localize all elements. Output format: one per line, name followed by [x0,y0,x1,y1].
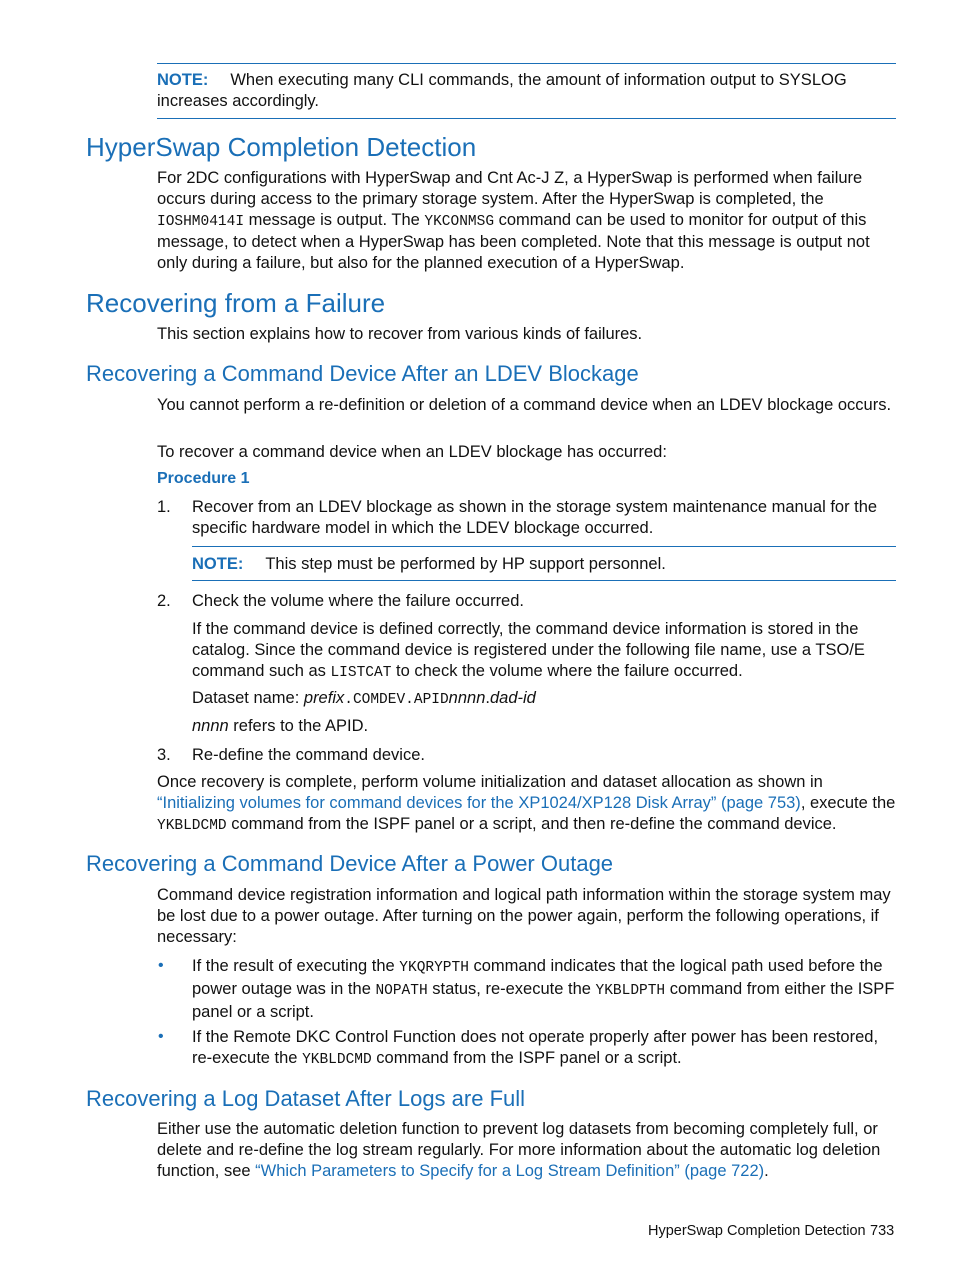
text-run: If the command device is defined correctly, the command device information is stored in the catalog. Since the command device is registered under the following file name, use a TSO/E command such as [192,620,865,680]
footer-running-title: HyperSwap Completion Detection [648,1223,866,1239]
code-ykbldcmd-2: YKBLDCMD [302,1051,372,1068]
dataset-prefix: prefix [303,689,345,707]
link-initializing-volumes[interactable]: “Initializing volumes for command devices for the XP1024/XP128 Disk Array” (page 753) [157,793,801,812]
heading-ldev-blockage: Recovering a Command Device After an LDEV Blockage [86,361,639,386]
text-run: command indicates that the logical path used before the power outage was in the [192,957,883,998]
code-ykbldpth: YKBLDPTH [595,982,666,999]
ldev-paragraph-2: To recover a command device when an LDEV blockage has occurred: [157,443,667,461]
bullet-2-text [192,1027,897,1071]
heading-hyperswap: HyperSwap Completion Detection [86,132,477,162]
footer-page-number: 733 [870,1223,895,1239]
code-ioshm0414i: IOSHM0414I [157,213,245,230]
nnnn-rest: refers to the APID. [228,717,369,735]
text-run: command can be used to monitor for output of this message, to detect when a HyperSwap has been completed. Note that this message is output not only during a failure, but also for the planned execution of a HyperSwap. [157,210,870,273]
text-run: command from either the ISPF panel or a script. [192,979,895,1021]
note-top [157,70,877,112]
dataset-code: .COMDEV.APID [344,692,449,708]
text-run: Either use the automatic deletion function to prevent log datasets from becoming completely full, or delete and re-define the log stream regularly. For more information about the automatic log deletion function, see [157,1120,881,1180]
dataset-dot: . [485,689,490,707]
text-run: . [764,1161,769,1180]
step-note [192,554,897,575]
step-2-text: Check the volume where the failure occurred. [192,592,524,610]
dataset-name-line [192,688,897,711]
bullet-1-icon: • [158,957,164,974]
nnnn-line [192,716,897,737]
text-run: command from the ISPF panel or a script. [371,1048,682,1067]
step-3-number: 3. [157,746,171,764]
text-run: If the Remote DKC Control Function does not operate properly after power has been restored, re-execute the [192,1028,879,1067]
note-top-label: NOTE: [157,71,209,89]
note-top-text: When executing many CLI commands, the amount of information output to SYSLOG increases accordingly. [157,71,847,110]
bullet-2-icon: • [158,1028,164,1045]
procedure-label: Procedure 1 [157,470,250,487]
power-paragraph: Command device registration information and logical path information within the storage system may be lost due to a power outage. After turning on the power again, perform the following operations, if necessary: [157,886,891,946]
code-nopath: NOPATH [375,982,428,999]
text-run: For 2DC configurations with HyperSwap and Cnt Ac-J Z, a HyperSwap is performed when failure occurs during access to the primary storage system. After the HyperSwap is completed, the [157,169,863,208]
heading-power-outage: Recovering a Command Device After a Power Outage [86,851,614,876]
text-run: command from the ISPF panel or a script, and then re-define the command device. [226,814,837,833]
heading-log-dataset: Recovering a Log Dataset After Logs are Full [86,1086,526,1111]
code-ykqrypth: YKQRYPTH [399,960,469,976]
step-1-text: Recover from an LDEV blockage as shown in the storage system maintenance manual for the specific hardware model in which the LDEV blockage occurred. [192,498,878,537]
code-listcat: LISTCAT [330,664,392,681]
text-run: , execute the [800,793,896,812]
text-run: to check the volume where the failure occurred. [391,661,743,680]
dataset-label: Dataset name: [192,689,304,707]
text-run: Once recovery is complete, perform volume initialization and dataset allocation as shown in [157,773,823,791]
step-2-paragraph [192,619,897,683]
link-log-stream-definition[interactable]: “Which Parameters to Specify for a Log Stream Definition” (page 722) [255,1161,765,1180]
nnnn-italic: nnnn [192,717,229,735]
text-run: message is output. The [244,210,425,229]
step-note-text: This step must be performed by HP support personnel. [265,555,666,573]
text-run: If the result of executing the [192,957,400,975]
heading-recovering: Recovering from a Failure [86,288,386,318]
step-note-bottom-rule [192,580,896,581]
code-ykbldcmd: YKBLDCMD [157,817,227,834]
code-ykconmsg: YKCONMSG [424,213,495,230]
dataset-dadid: dad-id [489,689,536,707]
hyperswap-paragraph [157,168,897,274]
ldev-paragraph-1: You cannot perform a re-definition or deletion of a command device when an LDEV blockage occurs. [157,396,892,414]
text-run: status, re-execute the [427,979,596,998]
bullet-1-text [192,956,897,1022]
logfull-paragraph [157,1119,897,1181]
ldev-paragraph-3 [157,772,897,836]
step-note-label: NOTE: [192,555,244,573]
note-top-rule [157,63,896,64]
step-note-rule [192,546,896,547]
recovering-paragraph: This section explains how to recover from various kinds of failures. [157,325,643,343]
dataset-nnnn: nnnn [448,689,486,707]
step-2-number: 2. [157,592,171,610]
step-3-text: Re-define the command device. [192,746,425,764]
step-1-number: 1. [157,498,171,516]
note-top-bottom-rule [157,118,896,119]
